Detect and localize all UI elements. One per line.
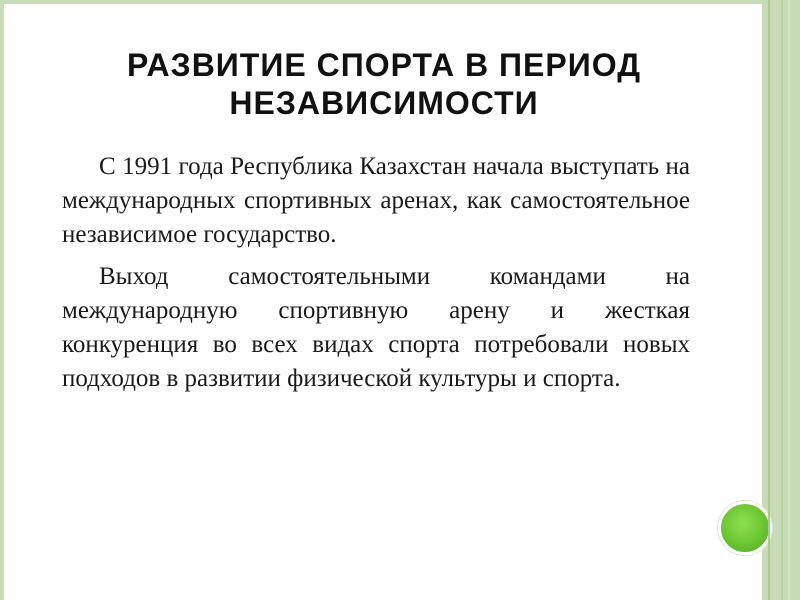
decorative-rail (768, 0, 770, 600)
slide-canvas (4, 4, 762, 600)
paragraph-1: С 1991 года Республика Казахстан начала выступать на международных спортивных аренах, как самостоятельное независимое государство. (62, 153, 690, 248)
decorative-rail (781, 0, 783, 600)
paragraph-2: Выход самостоятельными командами на международную спортивную арену и жесткая конкуренция во всех видах спорта потребовали новых подходов в развитии физической культуры и спорта. (62, 263, 690, 392)
green-circle-decoration (718, 501, 772, 555)
slide-body (62, 150, 690, 404)
decorative-rail (788, 0, 790, 600)
slide-title: РАЗВИТИЕ СПОРТА В ПЕРИОД НЕЗАВИСИМОСТИ (127, 47, 641, 121)
decorative-rail (774, 0, 776, 600)
